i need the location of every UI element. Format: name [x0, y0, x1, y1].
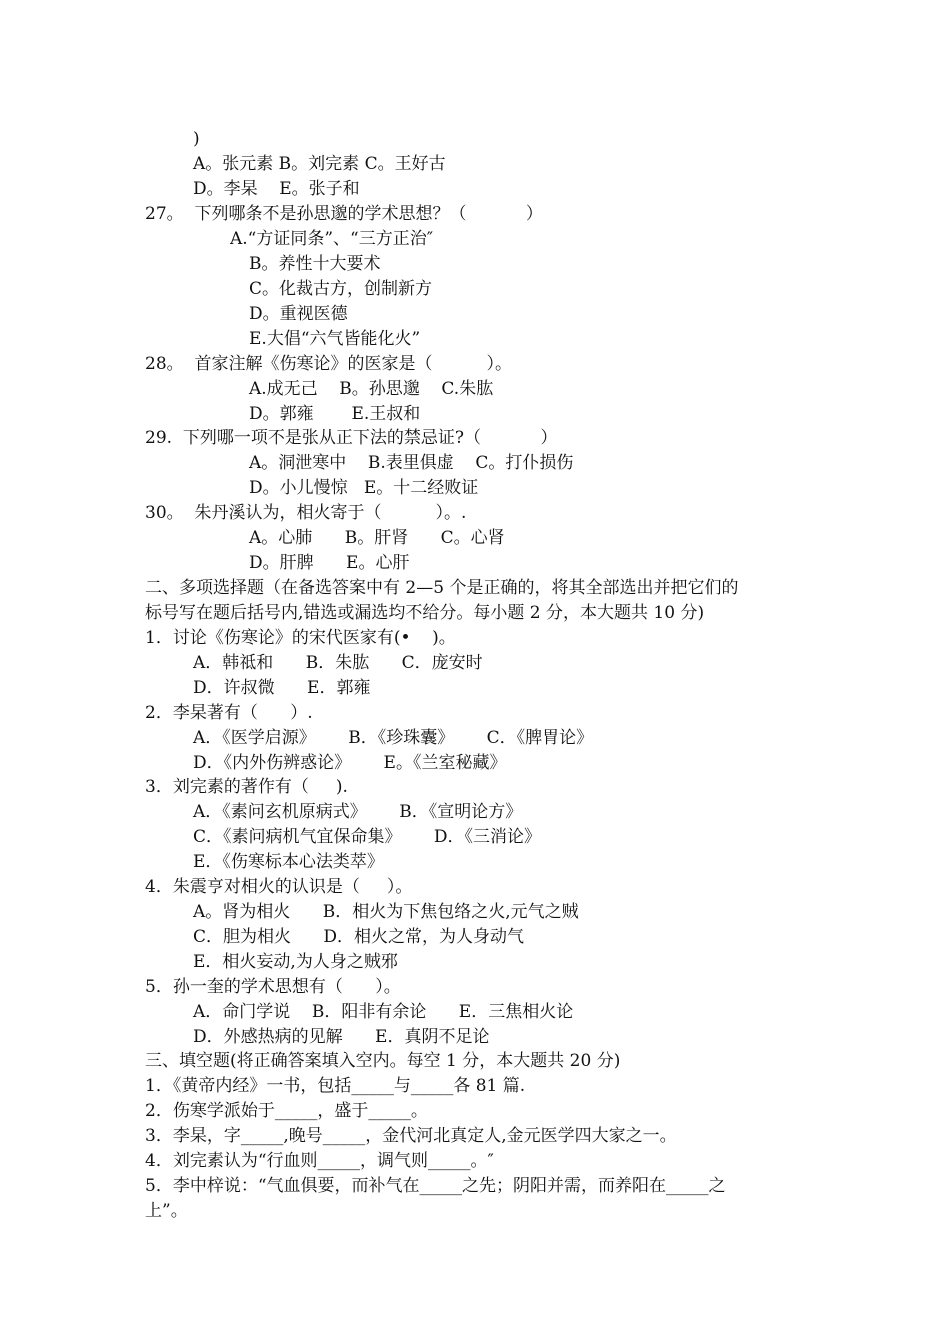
q27-option-d: D。重视医德: [249, 304, 348, 324]
mc4-options-line1: A。肾为相火 B．相火为下焦包络之火,元气之贼: [193, 902, 579, 922]
mc4-options-line3: E．相火妄动,为人身之贼邪: [193, 952, 398, 972]
mc2-options-line1: A．《医学启源》 B．《珍珠囊》 C．《脾胃论》: [193, 728, 594, 748]
q27-stem: 27。 下列哪条不是孙思邈的学术思想？（ ）: [145, 204, 543, 224]
mc2-stem: 2．李杲著有（ ）.: [145, 703, 313, 723]
mc1-stem: 1．讨论《伤寒论》的宋代医家有(• )。: [145, 628, 456, 648]
q29-options-line2: D。小儿慢惊 E。十二经败证: [249, 478, 479, 498]
fill5-line2: 上”。: [145, 1201, 188, 1221]
q29-stem: 29. 下列哪一项不是张从正下法的禁忌证?（ ）: [145, 428, 558, 448]
mc5-options-line2: D．外感热病的见解 E．真阴不足论: [193, 1027, 490, 1047]
q27-option-a: A.“方证同条”、“三方正治″: [230, 229, 434, 249]
q26-close-paren: ): [193, 129, 200, 149]
q26-options-line1: A。张元素 B。刘完素 C。王好古: [193, 154, 446, 174]
section3-title: 三、填空题(将正确答案填入空内。每空 1 分，本大题共 20 分): [145, 1051, 621, 1071]
q27-option-e: E.大倡“六气皆能化火”: [249, 329, 421, 349]
section2-title-line2: 标号写在题后括号内,错选或漏选均不给分。每小题 2 分，本大题共 10 分): [145, 603, 705, 623]
fill5-line1: 5．李中梓说：“气血俱要，而补气在_____之先；阴阳并需，而养阳在_____之: [145, 1176, 726, 1196]
fill4: 4．刘完素认为“行血则_____，调气则_____。″: [145, 1151, 494, 1171]
q28-options-line1: A.成无己 B。孙思邈 C.朱肱: [249, 379, 494, 399]
mc2-options-line2: D．《内外伤辨惑论》 E。《兰室秘藏》: [193, 753, 507, 773]
q28-stem: 28。 首家注解《伤寒论》的医家是（ ）。: [145, 354, 512, 374]
q28-options-line2: D。郭雍 E.王叔和: [249, 404, 421, 424]
mc4-stem: 4．朱震亨对相火的认识是（ ）。: [145, 877, 413, 897]
q30-stem: 30。 朱丹溪认为，相火寄于（ ）。.: [145, 503, 467, 523]
q29-options-line1: A。洞泄寒中 B.表里俱虚 C。打仆损伤: [249, 453, 574, 473]
mc4-options-line2: C．胆为相火 D．相火之常，为人身动气: [193, 927, 525, 947]
section2-title-line1: 二、多项选择题（在备选答案中有 2—5 个是正确的，将其全部选出并把它们的: [145, 578, 739, 598]
mc5-options-line1: A．命门学说 B．阳非有余论 E．三焦相火论: [193, 1002, 574, 1022]
mc1-options-line1: A．韩祗和 B．朱肱 C．庞安时: [193, 653, 483, 673]
fill2: 2．伤寒学派始于_____，盛于_____。: [145, 1101, 428, 1121]
mc3-stem: 3．刘完素的著作有（ ).: [145, 777, 348, 797]
q27-option-b: B。养性十大要术: [249, 254, 381, 274]
q26-options-line2: D。李杲 E。张子和: [193, 179, 360, 199]
fill3: 3．李杲，字_____,晚号_____，金代河北真定人,金元医学四大家之一。: [145, 1126, 677, 1146]
q30-options-line2: D。肝脾 E。心肝: [249, 553, 410, 573]
mc3-options-line2: C．《素问病机气宜保命集》 D．《三消论》: [193, 827, 542, 847]
mc1-options-line2: D．许叔微 E．郭雍: [193, 678, 371, 698]
q30-options-line1: A。心肺 B。肝肾 C。心肾: [249, 528, 505, 548]
mc3-options-line3: E．《伤寒标本心法类萃》: [193, 852, 384, 872]
mc3-options-line1: A．《素问玄机原病式》 B．《宣明论方》: [193, 802, 523, 822]
q27-option-c: C。化裁古方，创制新方: [249, 279, 433, 299]
fill1: 1．《黄帝内经》一书，包括_____与_____各 81 篇.: [145, 1076, 526, 1096]
mc5-stem: 5．孙一奎的学术思想有（ ）。: [145, 977, 401, 997]
